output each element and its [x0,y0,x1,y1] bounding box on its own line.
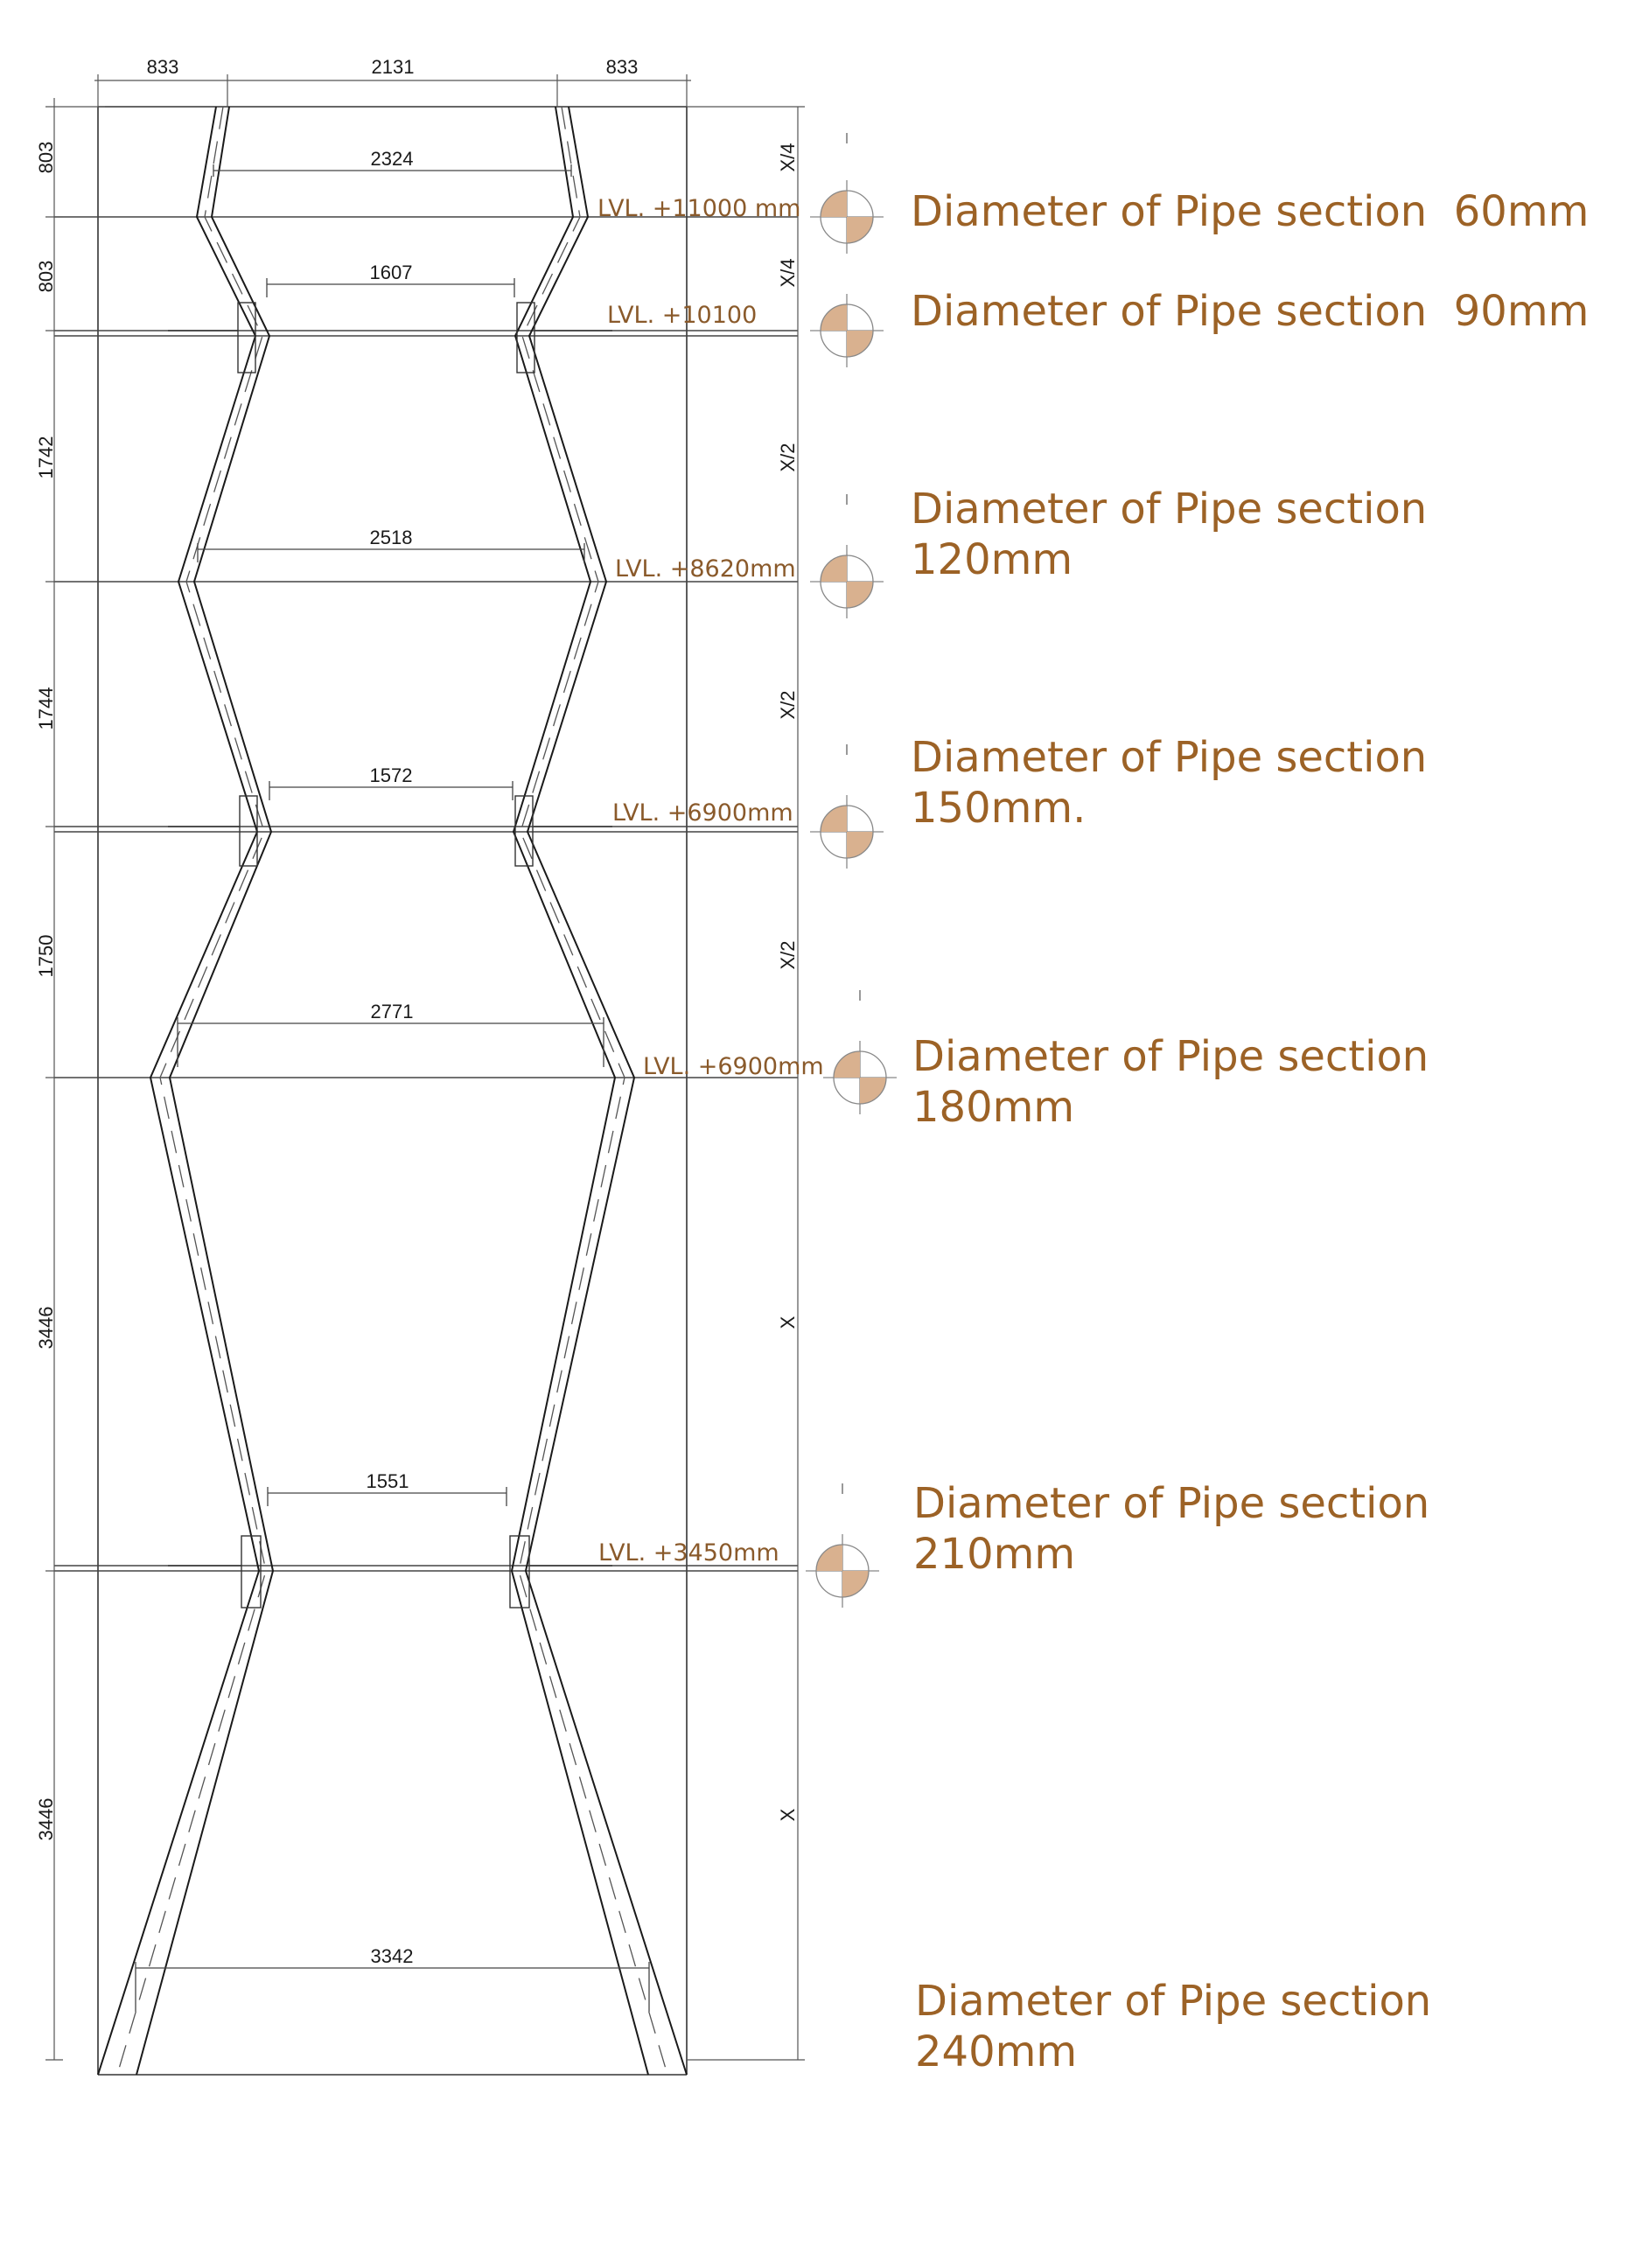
width-dimension-labels [367,148,414,1967]
level-marker-3 [810,494,884,618]
height-dim-5: 1750 [35,934,57,978]
left-dimension-chain [45,98,105,2060]
pipe-section-2-text: Diameter of Pipe section 90mm [911,287,1590,336]
pipe-section-3-line2: 120mm [911,535,1073,584]
height-dim-6: 3446 [35,1306,57,1350]
ratio-tag-1: X/4 [777,143,799,172]
top-dim-right: 833 [605,56,639,78]
pipe-section-6-line1: Diameter of Pipe section [913,1479,1430,1528]
level-label-2: LVL. +10100 [607,302,758,329]
width-dimension-lines [136,164,649,2012]
level-label-6: LVL. +3450mm [598,1539,779,1567]
width-dim-4: 1572 [369,764,413,786]
pipe-section-legend [911,187,1589,2076]
level-marker-5 [823,990,897,1114]
level-labels [597,195,824,1567]
ratio-tag-3: X/2 [777,443,799,472]
pipe-section-7-line1: Diameter of Pipe section [915,1977,1432,2026]
top-dimension-labels [147,56,639,78]
ratio-tag-7: X [777,1808,799,1822]
ratio-tags [777,143,799,1821]
width-dim-1: 2324 [370,148,414,170]
width-dim-3: 2518 [369,527,413,548]
left-pipe [98,107,273,2075]
pipe-section-4-line1: Diameter of Pipe section [911,733,1428,782]
height-dim-2: 803 [35,260,57,293]
height-dimension-labels [35,142,57,1841]
height-dim-7: 3446 [35,1797,57,1841]
height-dim-4: 1744 [35,687,57,730]
level-label-4: LVL. +6900mm [612,799,793,827]
top-dimension-chain [94,74,691,107]
frame [98,107,687,2075]
level-marker-4 [810,744,884,869]
pipe-section-1-text: Diameter of Pipe section 60mm [911,187,1590,236]
level-marker-2 [810,294,884,367]
level-label-1: LVL. +11000 mm [597,195,801,222]
pipe-section-3-line1: Diameter of Pipe section [911,485,1428,534]
ratio-tag-2: X/4 [777,258,799,288]
right-pipe [512,107,687,2075]
ratio-tag-6: X [777,1315,799,1329]
width-dim-6: 1551 [366,1470,409,1492]
ratio-tag-5: X/2 [777,940,799,970]
level-label-3: LVL. +8620mm [615,555,796,583]
pipe-section-5-line2: 180mm [912,1083,1075,1132]
width-dim-2: 1607 [369,262,413,283]
level-marker-6 [806,1483,879,1608]
ratio-tag-4: X/2 [777,690,799,720]
width-dim-5: 2771 [370,1001,414,1022]
pipe-section-4-line2: 150mm. [911,784,1086,833]
pipe-section-6-line2: 210mm [913,1530,1076,1579]
level-label-5: LVL. +6900mm [643,1053,824,1080]
top-dim-center: 2131 [371,56,415,78]
right-dimension-chain [687,107,805,2060]
pipe-section-7-line2: 240mm [915,2027,1078,2076]
height-dim-3: 1742 [35,436,57,479]
width-dim-7: 3342 [370,1945,414,1967]
level-marker-1 [810,133,884,254]
pipe-section-5-line1: Diameter of Pipe section [912,1032,1429,1081]
top-dim-left: 833 [146,56,179,78]
height-dim-1: 803 [35,141,57,174]
